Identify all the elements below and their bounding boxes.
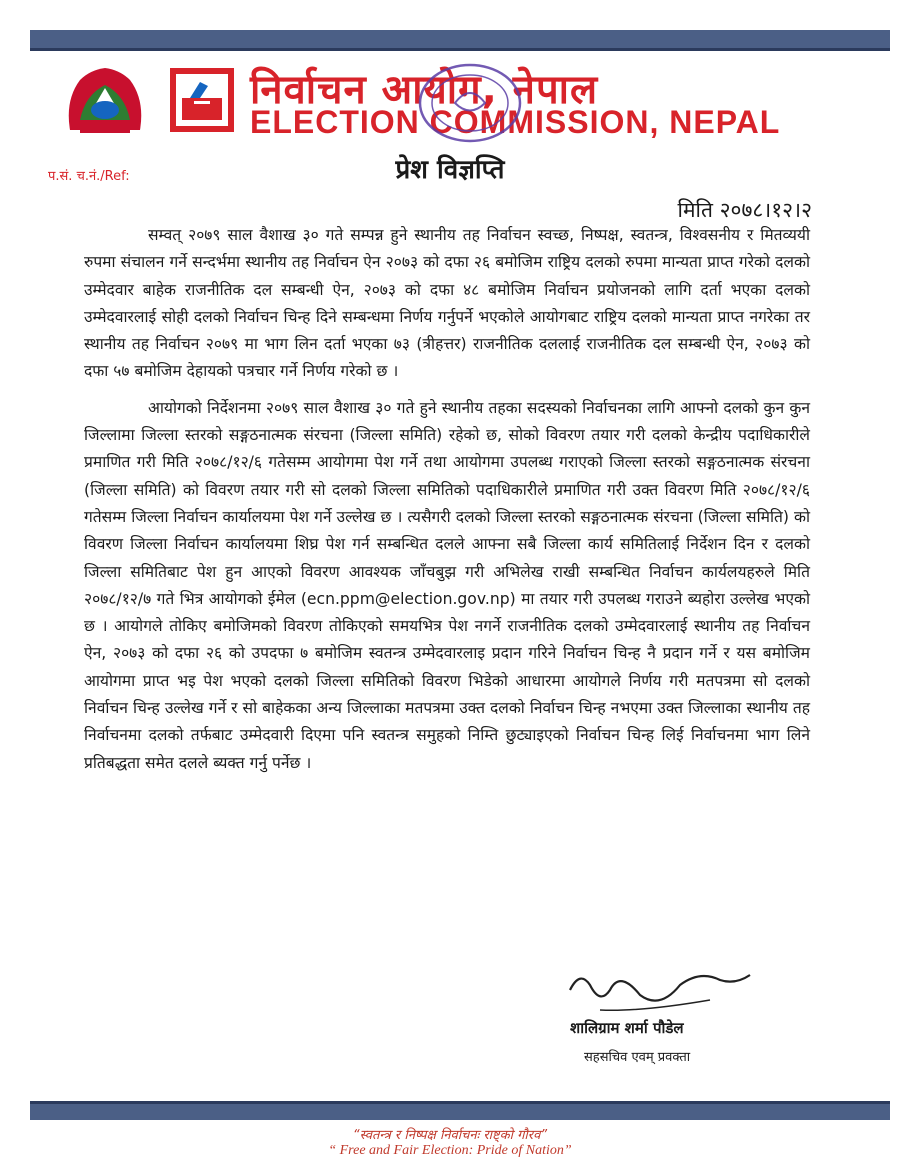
signatory-name: शालिग्राम शर्मा पौडेल [570, 1019, 684, 1037]
slogan-english: “ Free and Fair Election: Pride of Nation” [328, 1143, 572, 1158]
slogan-nepali: “स्वतन्त्र र निष्पक्ष निर्वाचनः राष्ट्को गौरव” [352, 1128, 548, 1143]
paragraph: आयोगको निर्देशनमा २०७९ साल वैशाख ३० गते हुने स्थानीय तहका सदस्यको निर्वाचनका लागि आफ्नो दलको कुन कुन जिल्लामा जिल्ला स्तरको सङ्गठनात्मक संरचना (जिल्ला समिति) रहेको छ, सोको विवरण तयार गरी दलको केन्द्रीय पदाधिकारीले प्रमाणित गरी मिति २०७८/१२/६ गतेसम्म आयोगमा पेश गर्ने तथा आयोगमा उपलब्ध गराएको जिल्ला स्तरको सङ्गठनात्मक संरचना (जिल्ला समिति) को विवरण तयार गरी सो दलको जिल्ला समितिको पदाधिकारीले प्रमाणित गरी उक्त विवरण मिति २०७८/१२/६ गतेसम्म जिल्ला निर्वाचन कार्यालयमा पेश गर्ने उल्लेख छ । त्यसैगरी दलको जिल्ला स्तरको सङ्गठनात्मक संरचना (जिल्ला समिति) को विवरण जिल्ला निर्वाचन कार्यालयमा शिघ्र पेश गर्न सम्बन्धित दलले आफ्ना सबै जिल्ला कार्य समितिलाई निर्देशन दिन र दलको जिल्ला समितिबाट पेश हुन आएको विवरण आवश्यक जाँचबुझ गरी अभिलेख राखी सम्बन्धित निर्वाचन कार्यलयहरुले मिति २०७८/१२/७ गते भित्र आयोगको ईमेल (ecn.ppm@election.gov.np) मा तयार गरी उपलब्ध गराउने ब्यहोरा उल्लेख भएको छ । आयोगले तोकिए बमोजिमको विवरण तोकिएको समयभित्र पेश नगर्ने राजनीतिक दलको उम्मेदवारलाई स्थानीय तह निर्वाचन ऐन, २०७३ को दफा २६ को उपदफा ७ बमोजिम स्वतन्त्र उम्मेदवारलाइ प्रदान गरिने निर्वाचन चिन्ह नै प्रदान गर्ने र यस बमोजिम आयोगमा प्राप्त भइ पेश भएको दलको जिल्ला समितिको विवरण भिडेको आधारमा आयोगले निर्णय गरी मतपत्रमा सो दलको निर्वाचन चिन्ह उल्लेख गर्ने र सो बाहेकका अन्य जिल्लाका मतपत्रमा उक्त दलको निर्वाचन चिन्ह नभएमा उक्त जिल्लाका स्थानीय तह निर्वाचनमा दलको तर्फबाट उम्मेदवारी दिएमा पनि स्वतन्त्र समुहको निम्ति छुट्याइएको निर्वाचन चिन्ह लिई निर्वाचनमा भाग लिने प्रतिबद्धता समेत दलले ब्यक्त गर्नु पर्नेछ । [84, 398, 811, 772]
handwritten-signature-icon [560, 950, 760, 1020]
nepal-emblem-icon [60, 60, 150, 140]
footer-band [30, 1101, 890, 1120]
document-date: मिति २०७८।१२।२ [677, 198, 812, 222]
election-commission-logo-icon [170, 68, 234, 132]
org-name-nepali: निर्वाचन आयोग, नेपाल [250, 67, 599, 113]
document-title: प्रेश विज्ञप्ति [395, 155, 505, 185]
document-body [84, 222, 810, 786]
reference-label: प.सं. च.नं./Ref: [48, 169, 130, 184]
official-stamp-icon [410, 58, 530, 153]
org-name-english: ELECTION COMMISSION, NEPAL [250, 104, 781, 140]
paragraph: सम्वत् २०७९ साल वैशाख ३० गते सम्पन्न हुने स्थानीय तह निर्वाचन स्वच्छ, निष्पक्ष, स्वतन्त्र, विश्वसनीय र मितव्ययी रुपमा संचालन गर्ने सन्दर्भमा स्थानीय तह निर्वाचन ऐन २०७३ को दफा २६ बमोजिम राष्ट्रिय दलको रुपमा मान्यता प्राप्त गरेको दलको उम्मेदवार बाहेक राजनीतिक दल सम्बन्धी ऐन, २०७३ को दफा ४८ बमोजिम निर्वाचन प्रयोजनको लागि दर्ता भएका दलको उम्मेदवारलाई सोही दलको निर्वाचन चिन्ह दिने सम्बन्धमा निर्णय गर्नुपर्ने भएकोले आयोगबाट राष्ट्रिय दलको मान्यता प्राप्त नगरेका तर स्थानीय तह निर्वाचन २०७९ मा भाग लिन दर्ता भएका ७३ (त्रीहत्तर) राजनीतिक दललाई राजनीतिक दल सम्बन्धी ऐन, २०७३ को दफा ५७ बमोजिम देहायको पत्रचार गर्ने निर्णय गरेको छ । [84, 226, 810, 381]
header-band [30, 30, 890, 51]
signatory-title: सहसचिव एवम् प्रवक्ता [584, 1050, 691, 1065]
